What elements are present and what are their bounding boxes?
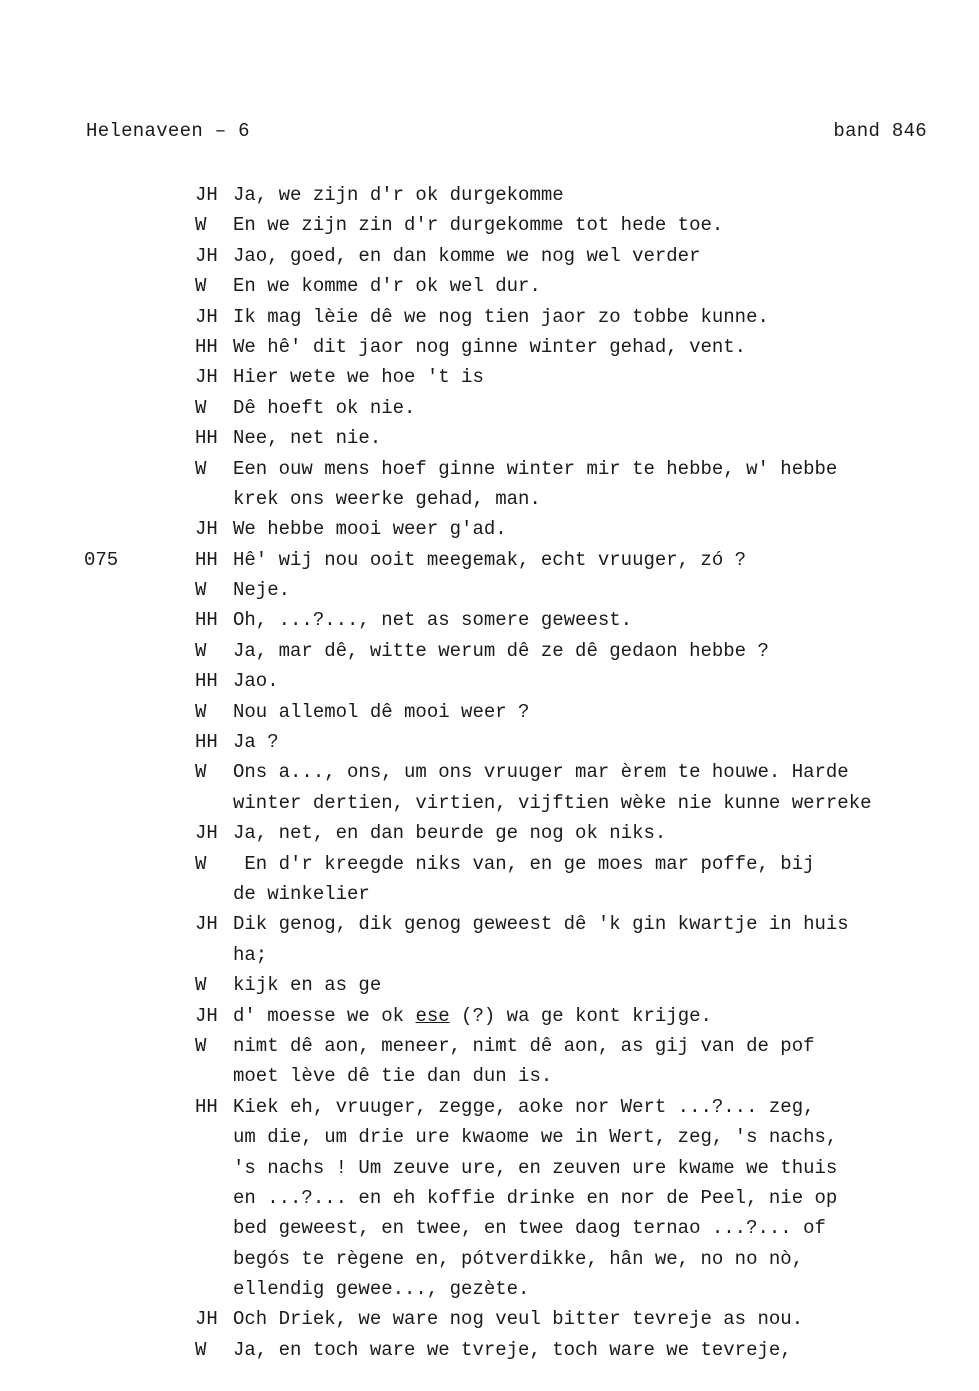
- utterance-text-after: (?) wa ge kont krijge.: [449, 1004, 712, 1027]
- transcript-line: [0, 788, 979, 818]
- transcript-line: [0, 302, 979, 332]
- transcript-line: [0, 757, 979, 787]
- utterance-text: moet lève dê tie dan dun is.: [233, 1065, 553, 1088]
- page-header-title: Helenaveen – 6: [86, 120, 250, 142]
- page-header-tape: band 846: [833, 120, 927, 142]
- speaker-label: W: [195, 639, 207, 662]
- transcript-line: [0, 1061, 979, 1091]
- speaker-label: HH: [195, 609, 218, 632]
- transcript-line: [0, 575, 979, 605]
- utterance-text: Ja, we zijn d'r ok durgekomme: [233, 184, 564, 206]
- utterance-text: Hê' wij nou ooit meegemak, echt vruuger, zó ?: [233, 548, 747, 571]
- speaker-label: HH: [195, 335, 218, 358]
- transcript-line: [0, 241, 979, 271]
- transcript-line: [0, 879, 979, 909]
- speaker-label: HH: [195, 670, 218, 693]
- utterance-text: We hebbe mooi weer g'ad.: [233, 518, 507, 541]
- utterance-text: begós te règene en, pótverdikke, hân we, no no nò,: [233, 1247, 804, 1270]
- transcript-line: [0, 970, 979, 1000]
- utterance-text: Ja, en toch ware we tvreje, toch ware we tevreje,: [233, 1338, 792, 1361]
- transcript-line: [0, 666, 979, 696]
- transcript-line: [0, 1122, 979, 1152]
- speaker-label: JH: [195, 1308, 218, 1331]
- transcript-body: [0, 180, 979, 1365]
- speaker-label: W: [195, 974, 207, 997]
- speaker-label: JH: [195, 244, 218, 267]
- speaker-label: W: [195, 457, 207, 480]
- utterance-text: We hê' dit jaor nog ginne winter gehad, vent.: [233, 335, 747, 358]
- transcript-line: [0, 940, 979, 970]
- transcript-line: [0, 1031, 979, 1061]
- utterance-text: [233, 1001, 712, 1031]
- speaker-label: JH: [195, 305, 218, 328]
- speaker-label: W: [195, 700, 207, 723]
- utterance-text: Hier wete we hoe 't is: [233, 366, 484, 389]
- transcript-line: [0, 697, 979, 727]
- speaker-label: W: [195, 852, 207, 875]
- utterance-text: En d'r kreegde niks van, en ge moes mar poffe, bij: [233, 852, 815, 875]
- utterance-text: Dê hoeft ok nie.: [233, 396, 416, 419]
- transcript-line: [0, 210, 979, 240]
- utterance-text: Nee, net nie.: [233, 427, 382, 450]
- transcript-line: [0, 818, 979, 848]
- transcript-line: [0, 545, 979, 575]
- speaker-label: JH: [195, 366, 218, 389]
- speaker-label: W: [195, 396, 207, 419]
- speaker-label: JH: [195, 1004, 218, 1027]
- transcript-line: [0, 514, 979, 544]
- speaker-label: W: [195, 579, 207, 602]
- utterance-text: Ons a..., ons, um ons vruuger mar èrem te houwe. Harde: [233, 761, 849, 784]
- transcript-line: [0, 1213, 979, 1243]
- utterance-text: ha;: [233, 943, 268, 966]
- transcript-line: [0, 362, 979, 392]
- speaker-label: JH: [195, 913, 218, 936]
- utterance-text: bed geweest, en twee, en twee daog ternao ...?... of: [233, 1217, 826, 1240]
- utterance-text: Ik mag lèie dê we nog tien jaor zo tobbe kunne.: [233, 305, 769, 328]
- utterance-text: Ja, mar dê, witte werum dê ze dê gedaon hebbe ?: [233, 639, 769, 662]
- transcript-line: [0, 849, 979, 879]
- transcript-line: [0, 1244, 979, 1274]
- speaker-label: W: [195, 1034, 207, 1057]
- transcript-line: [0, 1001, 979, 1031]
- utterance-text: winter dertien, virtien, vijftien wèke nie kunne werreke: [233, 791, 872, 814]
- transcript-line: [0, 180, 979, 210]
- utterance-text: Och Driek, we ware nog veul bitter tevreje as nou.: [233, 1308, 804, 1331]
- transcript-line: [0, 1153, 979, 1183]
- utterance-text: Jao.: [233, 670, 279, 693]
- speaker-label: W: [195, 275, 207, 298]
- utterance-text: Dik genog, dik genog geweest dê 'k gin kwartje in huis: [233, 913, 849, 936]
- transcript-line: [0, 1304, 979, 1334]
- underlined-word: ese: [415, 1004, 450, 1027]
- utterance-text: 's nachs ! Um zeuve ure, en zeuven ure kwame we thuis: [233, 1156, 838, 1179]
- transcript-line: [0, 393, 979, 423]
- utterance-text: um die, um drie ure kwaome we in Wert, zeg, 's nachs,: [233, 1126, 838, 1149]
- utterance-text: en ...?... en eh koffie drinke en nor de Peel, nie op: [233, 1186, 838, 1209]
- utterance-text: En we komme d'r ok wel dur.: [233, 275, 541, 298]
- utterance-text: de winkelier: [233, 882, 370, 905]
- speaker-label: JH: [195, 184, 218, 206]
- utterance-text: Kiek eh, vruuger, zegge, aoke nor Wert ...?... zeg,: [233, 1095, 815, 1118]
- utterance-text: Ja, net, en dan beurde ge nog ok niks.: [233, 822, 667, 845]
- utterance-text: Ja ?: [233, 731, 279, 754]
- transcript-line: [0, 727, 979, 757]
- transcript-line: [0, 1092, 979, 1122]
- speaker-label: HH: [195, 1095, 218, 1118]
- speaker-label: W: [195, 761, 207, 784]
- utterance-text: ellendig gewee..., gezète.: [233, 1278, 530, 1301]
- speaker-label: HH: [195, 731, 218, 754]
- utterance-text: Een ouw mens hoef ginne winter mir te hebbe, w' hebbe: [233, 457, 838, 480]
- speaker-label: W: [195, 214, 207, 237]
- transcript-line: [0, 605, 979, 635]
- transcript-line: [0, 1183, 979, 1213]
- speaker-label: W: [195, 1338, 207, 1361]
- transcript-line: [0, 423, 979, 453]
- transcript-line: [0, 484, 979, 514]
- utterance-text: En we zijn zin d'r durgekomme tot hede toe.: [233, 214, 724, 237]
- utterance-text: Neje.: [233, 579, 291, 602]
- utterance-text: Nou allemol dê mooi weer ?: [233, 700, 530, 723]
- transcript-line: [0, 909, 979, 939]
- utterance-text-before: d' moesse we ok: [233, 1004, 416, 1027]
- transcript-line: [0, 332, 979, 362]
- speaker-label: HH: [195, 427, 218, 450]
- transcript-line: [0, 454, 979, 484]
- utterance-text: Oh, ...?..., net as somere geweest.: [233, 609, 633, 632]
- speaker-label: JH: [195, 518, 218, 541]
- speaker-label: JH: [195, 822, 218, 845]
- utterance-text: Jao, goed, en dan komme we nog wel verder: [233, 244, 701, 267]
- transcript-line: [0, 1274, 979, 1304]
- speaker-label: HH: [195, 548, 218, 571]
- utterance-text: krek ons weerke gehad, man.: [233, 487, 541, 510]
- transcript-line: [0, 271, 979, 301]
- transcript-line: [0, 1335, 979, 1365]
- utterance-text: nimt dê aon, meneer, nimt dê aon, as gij van de pof: [233, 1034, 815, 1057]
- transcript-line: [0, 636, 979, 666]
- utterance-text: kijk en as ge: [233, 974, 382, 997]
- counter-marker: 075: [84, 548, 119, 571]
